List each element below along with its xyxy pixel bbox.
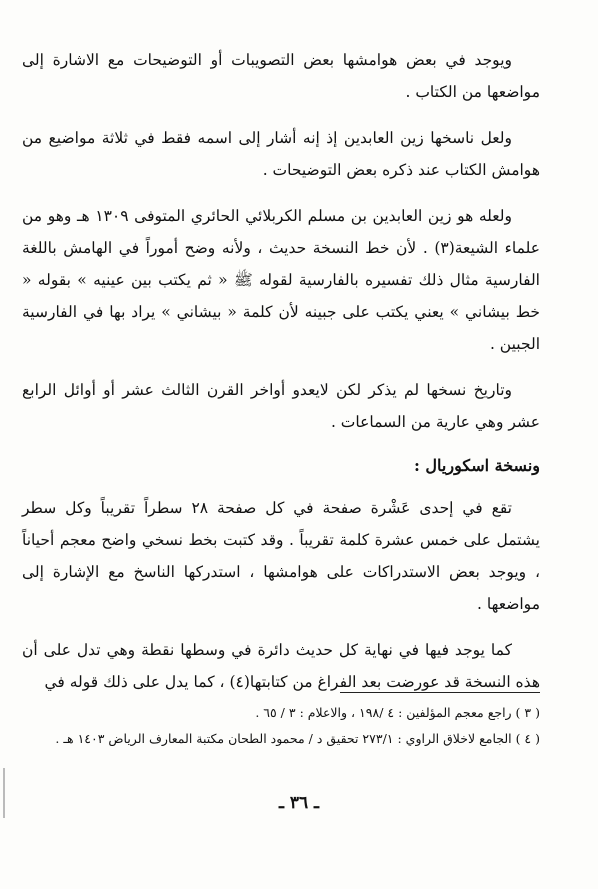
footnote-separator — [340, 692, 540, 693]
paragraph-copy-date: وتاريخ نسخها لم يذكر لكن لايعدو أواخر القرن الثالث عشر أو أوائل الرابع عشر وهي عارية من السماعات . — [22, 381, 540, 431]
page-number: ـ ٣٦ ـ — [278, 793, 320, 813]
paragraph-copyist: ولعل ناسخها زين العابدين إذ إنه أشار إلى اسمه فقط في ثلاثة مواضيع من هوامش الكتاب عند ذكره بعض التوضيحات . — [22, 129, 540, 179]
main-text — [22, 44, 540, 712]
footnote-4: ( ٤ ) الجامع لاخلاق الراوي : ٢٧٣/١ تحقيق د / محمود الطحان مكتبة المعارف الرياض ١٤٠٣ هـ . — [55, 731, 540, 746]
footnote-3: ( ٣ ) راجع معجم المؤلفين : ٤ /١٩٨ ، والاعلام : ٣ / ٦٥ . — [255, 705, 540, 720]
scan-margin-mark — [3, 768, 5, 818]
paragraph-annotations: ويوجد في بعض هوامشها بعض التصويبات أو التوضيحات مع الاشارة إلى مواضعها من الكتاب . — [22, 51, 540, 101]
section-heading: ونسخة اسكوريال : — [413, 456, 540, 475]
footnotes — [22, 700, 540, 752]
paragraph-escorial-description: تقع في إحدى عَشْرة صفحة في كل صفحة ٢٨ سطراً تقريباً وكل سطر يشتمل على خمس عشرة كلمة تقريباً . وقد كتبت بخط نسخي واضح معجم أحياناً ، ويوجد بعض الاستدراكات على هوامشها ، استدركها الناسخ مع الإشارة إلى مواضعها . — [22, 499, 540, 613]
paragraph-escorial-circles: كما يوجد فيها في نهاية كل حديث دائرة في وسطها نقطة وهي تدل على أن هذه النسخة قد عورضت بعد الفراغ من كتابتها(٤) ، كما يدل على ذلك قوله في — [22, 641, 540, 691]
paragraph-copyist-identity: ولعله هو زين العابدين بن مسلم الكربلائي الحائري المتوفى ١٣٠٩ هـ وهو من علماء الشيعة(٣) . لأن خط النسخة حديث ، ولأنه وضح أموراً في الهامش باللغة الفارسية مثال ذلك تفسيره بالفارسية لقوله ﷺ « ثم يكتب بين عينيه » بقوله « خط بيشاني » يعني يكتب على جبينه لأن كلمة « بيشاني » يراد بها في الفارسية الجبين . — [22, 207, 540, 353]
